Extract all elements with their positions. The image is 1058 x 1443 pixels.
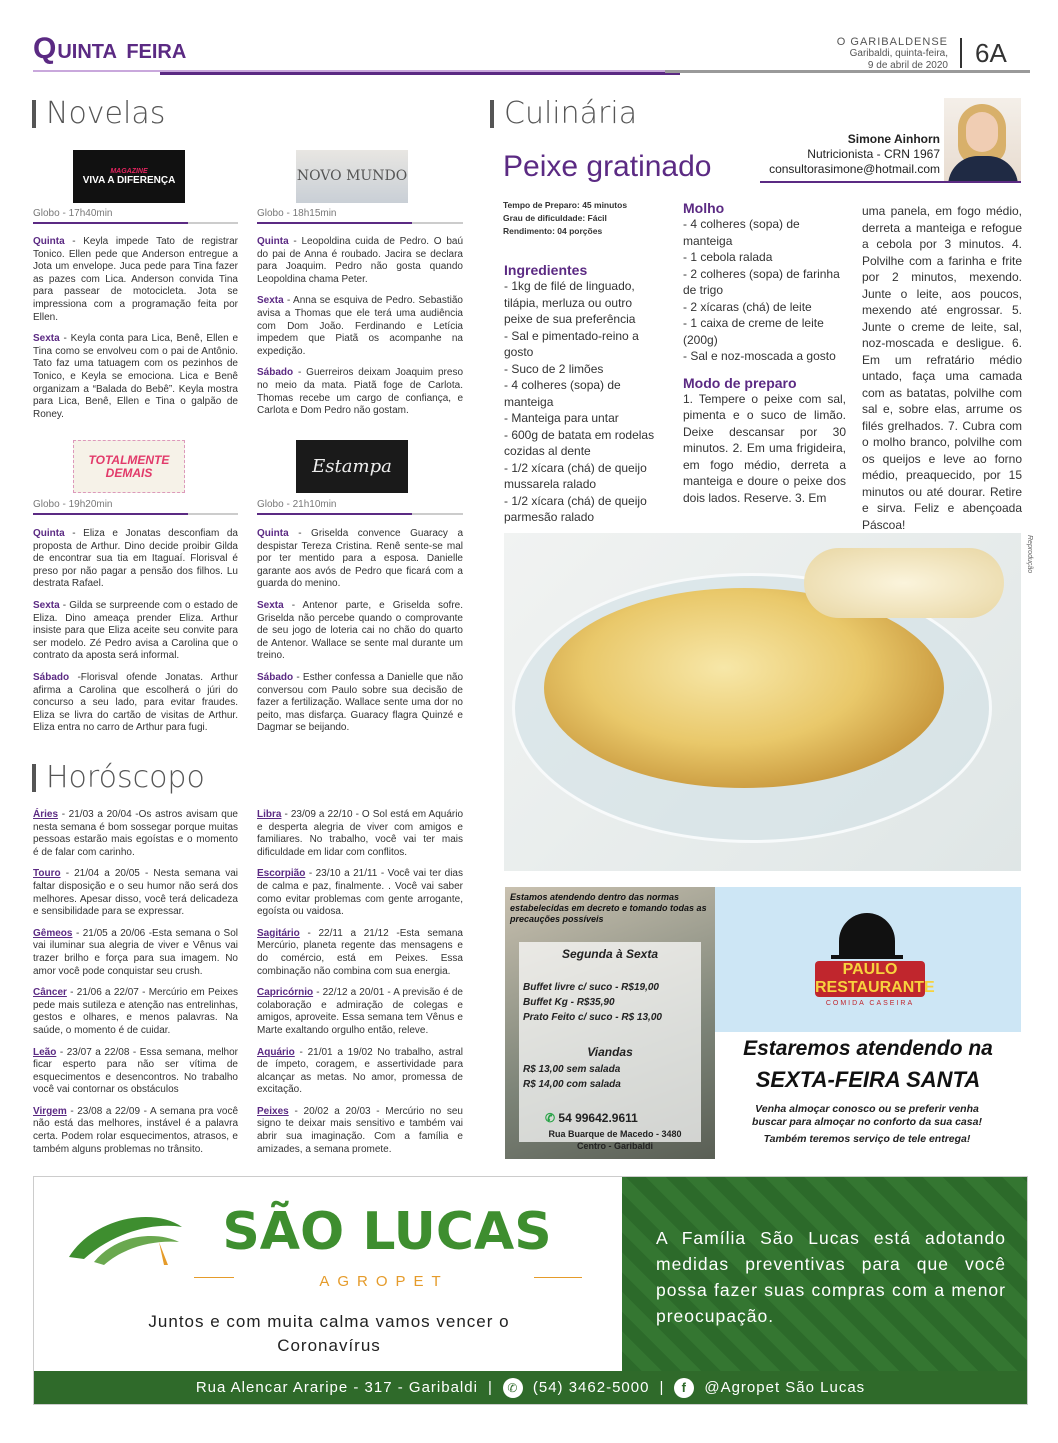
restaurant-sub-line1: Venha almoçar conosco ou se preferir venha <box>755 1103 979 1115</box>
saolucas-message: A Família São Lucas está adotando medidas preventivas para que você possa fazer suas compras com a menor preocupação. <box>656 1228 1006 1326</box>
saolucas-brand: SÃO LUCAS <box>222 1202 552 1262</box>
leaf-icon <box>64 1207 184 1267</box>
novela-logo-text: NOVO MUNDO <box>296 168 408 184</box>
horoscopo-title: Horóscopo <box>46 760 205 795</box>
novela-day: Sexta <box>257 599 284 611</box>
novela-summary: - Griselda convence Guaracy a despistar Tereza Cristina. Renê sente-se mal por ter mentido para a esposa. Danielle garante aos avós de Pedro que ficará com a guarda do menino. <box>257 528 464 590</box>
restaurant-brand-sub: COMIDA CASEIRA <box>825 1000 915 1007</box>
vianda-item: R$ 14,00 com salada <box>523 1079 621 1090</box>
ingredient-item: - Manteiga para untar <box>504 411 619 425</box>
horoscope-entry <box>257 987 463 1037</box>
saolucas-phone: (54) 3462-5000 <box>532 1379 650 1396</box>
cloche-base <box>831 955 903 959</box>
novela-summary: - Keyla impede Tato de registrar Tonico. Ellen pede que Anderson entregue a Jota um envelope. Juca pede para Tina fazer as pazes com Lica. Anderson convida Tina para passear de motocicleta. Jota se impressiona com a programação feita por Ellen. <box>33 236 238 323</box>
restaurant-logo <box>815 961 935 997</box>
novela-rule-accent <box>33 222 188 224</box>
novela-logo-text: TOTALMENTE DEMAIS <box>88 452 170 480</box>
novela-paragraph <box>257 672 463 735</box>
zodiac-sign: Leão <box>33 1046 57 1058</box>
restaurant-headline-2: SEXTA-FEIRA SANTA <box>755 1067 981 1092</box>
novela-summary: -Florisval ofende Jonatas. Arthur afirma a Carolina que escolherá o júri do concurso a seu lado, para evitar fraudes. Eliza se livra do cartão de visitas de Arthur. Eliza entra no carro de Arthur para fugi. <box>33 671 238 734</box>
horoscope-text: - 21/03 a 20/04 -Os astros avisam que nesta semana é bom sossegar porque muitas pessoas estarão mais egoístas e o momento é de falar com carinho. <box>33 809 238 858</box>
zodiac-sign: Aquário <box>257 1046 295 1058</box>
recipe-difficulty: Grau de dificuldade: Fácil <box>503 213 607 223</box>
zodiac-sign: Touro <box>33 868 61 880</box>
ingredient-item: - 600g de batata em rodelas cozidas al dente <box>504 427 655 458</box>
zodiac-sign: Virgem <box>33 1105 67 1117</box>
horoscope-text: - 20/02 a 20/03 - Mercúrio no seu signo te deixar mais sensitivo e também vai abrir sua imaginação. Com a família e amizades, a semana promete. <box>257 1105 463 1155</box>
photo-credit: Reprodução <box>1026 535 1033 574</box>
sauce-item: - 4 colheres (sopa) de manteiga <box>683 217 800 248</box>
novela-rule-accent <box>257 222 412 224</box>
author-photo <box>944 98 1021 182</box>
horoscope-entry <box>257 1047 463 1097</box>
horoscope-text: - 23/10 a 21/11 - Você vai ter dias de calma e paz, finalmente. . Você vai saber como evitar problemas com gente arrogante, egoísta ou vaidosa. <box>257 868 463 918</box>
sauce-title: Molho <box>683 200 725 216</box>
horoscope-entry <box>33 809 238 859</box>
restaurant-ad <box>505 887 1021 1159</box>
novela-logo-top: MAGAZINE <box>110 167 148 175</box>
ingredients-block <box>504 262 664 526</box>
author-body <box>948 156 1018 182</box>
saolucas-address: Rua Alencar Araripe - 317 - Garibaldi <box>195 1379 478 1396</box>
restaurant-sub-line3: Também teremos serviço de tele entrega! <box>763 1133 971 1145</box>
recipe-yield: Rendimento: 04 porções <box>503 226 603 236</box>
sauce-item: - 1 cebola ralada <box>683 250 773 264</box>
horoscope-entry <box>33 987 238 1037</box>
novela-rule-accent <box>33 513 188 515</box>
novela-summary: - Antenor parte, e Griselda sofre. Griselda não percebe quando o comprovante de seu jogo de loteria cai no chão do quarto de Antenor. Wallace se sente mal durante um treino. <box>257 599 464 662</box>
method-title: Modo de preparo <box>683 374 797 391</box>
zodiac-sign: Gêmeos <box>33 927 73 939</box>
paper-date-line1: Garibaldi, quinta-feira, <box>849 48 948 59</box>
saolucas-slogan <box>74 1310 584 1358</box>
novela-logo-estampa <box>296 440 408 493</box>
zodiac-sign: Áries <box>33 809 59 820</box>
horoscope-text: - 21/01 a 19/02 No trabalho, astral de ímpeto, coragem, e assertividade para alcançar as metas. No amor, promessa de excitação. <box>257 1046 463 1096</box>
horoscope-text: - 23/07 a 22/08 - Essa semana, melhor ficar esperto para não ser vítima de esquecimentos e desencontros. No trabalho você vai contornar os obstáculos <box>33 1046 238 1096</box>
novela-summary: - Guerreiros deixam Joaquim preso no meio da mata. Piatã foge de Carlota. Thomas recebe um cargo de confiança, e Carlota e Dom Pedro não gostam. <box>257 367 464 417</box>
novela-summary: - Esther confessa a Danielle que não conversou com Paulo sobre sua decisão de fazer a fertilização. Wallace sente uma dor no peito, mas disfarça. Guaracy flagra Quinzé e Dagmar se beijando. <box>257 671 464 734</box>
author-email: consultorasimone@hotmail.com <box>769 162 940 176</box>
whatsapp-icon: ✆ <box>545 1111 556 1125</box>
novela-logo-totalmente-demais <box>73 440 185 493</box>
viandas-title: Viandas <box>587 1045 633 1059</box>
culinaria-title: Culinária <box>504 96 638 131</box>
restaurant-prices <box>523 980 662 1025</box>
restaurant-phone <box>545 1111 638 1125</box>
saolucas-brand-sub: AGROPET <box>234 1273 534 1290</box>
novela-text <box>33 528 238 744</box>
ingredient-item: - 1/2 xícara (chá) de queijo parmesão ralado <box>504 493 647 524</box>
ingredients-title: Ingredientes <box>504 262 588 278</box>
horoscope-entry <box>33 868 238 918</box>
novela-summary: - Keyla conta para Lica, Benê, Ellen e Tina como se envolveu com o pai de Antônio. Tato faz uma tatuagem com os pezinhos de Tonico, e Keyla se emociona. Lica e Benê organizam a “Balada do Bebê”. Keyla mostra para Lica, Benê, Ellen e Tina o galpão de Roney. <box>33 333 239 420</box>
zodiac-sign: Libra <box>257 809 282 820</box>
author-box <box>769 132 940 177</box>
horoscope-entry <box>257 1106 463 1156</box>
author-role: Nutricionista - CRN 1967 <box>807 147 940 161</box>
novela-summary: - Gilda se surpreende com o estado de Eliza. Dino ameaça prender Eliza. Arthur insiste para que Eliza aceite seu convite para ser modelo. Zé Pedro avisa a Carolina que o contrato da aposta será informal. <box>33 599 238 662</box>
facebook-icon: f <box>674 1378 694 1398</box>
restaurant-address-line2: Centro - Garibaldi <box>576 1141 653 1151</box>
viandas-list <box>523 1062 621 1092</box>
novela-summary: - Anna se esquiva de Pedro. Sebastião avisa a Thomas que ele terá uma audiência com Dom João. Ferdinando e Letícia impedem que Piatã os acompanhe na expedição. <box>257 295 463 357</box>
novela-logo-viva <box>73 150 185 203</box>
price-item: Buffet livre c/ suco - R$19,00 <box>523 982 659 993</box>
novela-paragraph <box>33 236 238 324</box>
horoscope-entry <box>33 1047 238 1097</box>
novela-day: Quinta <box>257 236 289 247</box>
saolucas-social: @Agropet São Lucas <box>704 1379 866 1396</box>
sauce-item: - 2 colheres (sopa) de farinha de trigo <box>683 266 840 297</box>
novela-day: Sábado <box>257 671 294 683</box>
serving-spoon <box>804 548 1004 618</box>
novela-text <box>257 236 463 427</box>
horoscope-entry <box>257 868 463 918</box>
ingredient-item: - Suco de 2 limões <box>504 361 604 376</box>
recipe-time: Tempo de Preparo: 45 minutos <box>503 200 628 210</box>
zodiac-sign: Escorpião <box>257 868 306 880</box>
horoscope-text: - 23/09 a 22/10 - O Sol está em Aquário e desperta alegria de viver com amigos e familiares. No trabalho, você vai ter mais dificuldade em lidar com conflitos. <box>257 809 464 858</box>
novela-day: Quinta <box>257 528 289 539</box>
author-rule <box>760 181 1021 183</box>
novela-day: Quinta <box>33 528 65 539</box>
novela-day: Sexta <box>33 599 60 611</box>
novela-paragraph <box>257 295 463 358</box>
horoscope-text: - 21/06 a 22/07 - Mercúrio em Peixes pede mais sutileza e atenção nas entrelinhas, gestos e olhares, e menos palavras. Na saúde, o momento é de cuidar. <box>33 987 239 1036</box>
novela-paragraph <box>33 672 238 735</box>
novela-paragraph <box>257 528 463 591</box>
horoscope-text: - 21/04 a 20/05 - Nesta semana vai faltar disposição e o seu humor não será dos melhores. Apesar disso, você terá delicadeza e sensibilidade para se expressar. <box>33 868 239 918</box>
novela-day: Sábado <box>33 671 70 683</box>
saolucas-ad <box>33 1176 1028 1405</box>
sauce-list <box>683 216 846 365</box>
horoscopo-left-column <box>33 809 238 1165</box>
novela-logo-text: Estampa <box>312 456 392 477</box>
restaurant-brand-line1: PAULO <box>842 961 898 978</box>
horoscope-entry <box>33 928 238 978</box>
paper-date-line2: 9 de abril de 2020 <box>867 60 948 71</box>
novela-text <box>257 528 463 744</box>
author-face <box>966 112 998 152</box>
sauce-item: - Sal e noz-moscada a gosto <box>683 349 836 363</box>
restaurant-subtext <box>717 1103 1017 1146</box>
vianda-item: R$ 13,00 sem salada <box>523 1064 621 1075</box>
ingredients-list <box>504 278 664 526</box>
novela-day: Quinta <box>33 236 65 247</box>
novela-paragraph <box>257 367 463 417</box>
novela-paragraph <box>257 236 463 286</box>
novelas-title: Novelas <box>46 96 166 131</box>
novela-summary: - Eliza e Jonatas desconfiam da proposta de Arthur. Dino decide proibir Gilda de encontrar sua tia em Itaguaí. Florisval é preso por não pagar a pensão dos filhos. Lu destrata Rafael. <box>33 528 238 590</box>
section-title-rest: UINTA <box>57 41 117 63</box>
author-name: Simone Ainhorn <box>847 132 940 146</box>
novela-paragraph <box>33 600 238 663</box>
sauce-item: - 2 xícaras (chá) de leite <box>683 299 812 314</box>
novela-rule-accent <box>257 513 412 515</box>
novela-day: Sexta <box>257 295 284 307</box>
restaurant-notice: Estamos atendendo dentro das normas estabelecidas em decreto e tomando todas as precauções possíveis <box>510 892 707 924</box>
price-item: Prato Feito c/ suco - R$ 13,00 <box>523 1012 662 1023</box>
restaurant-ad-sky <box>715 887 1021 1032</box>
novela-logo-novo-mundo <box>296 150 408 203</box>
novela-logo-text: VIVA A DIFERENÇA <box>82 174 176 186</box>
novela-time: Globo - 19h20min <box>33 499 113 510</box>
header-rule-accent <box>160 72 680 75</box>
ingredient-item: - 4 colheres (sopa) de manteiga <box>504 378 621 409</box>
paper-name: O GARIBALDENSE <box>836 36 948 48</box>
novela-text <box>33 236 238 430</box>
horoscopo-right-column <box>257 809 463 1165</box>
zodiac-sign: Peixes <box>257 1105 289 1117</box>
footer-divider: | <box>487 1379 493 1396</box>
novela-day: Sexta <box>33 333 60 345</box>
saolucas-slogan-line2: Coronavírus <box>277 1336 381 1355</box>
sauce-item: - 1 caixa de creme de leite (200g) <box>683 316 824 347</box>
gratin <box>544 588 944 788</box>
ingredient-item: - 1/2 xícara (chá) de queijo mussarela ralado <box>504 460 647 491</box>
novela-paragraph <box>33 528 238 591</box>
recipe-photo <box>504 533 1021 871</box>
novela-summary: - Leopoldina cuida de Pedro. O baú do pai de Anna é roubado. Jacira se declara para Joaquim. Pedro não gosta quando Leopoldina chama Peter. <box>257 236 464 285</box>
restaurant-phone-number: 54 99642.9611 <box>558 1111 638 1125</box>
restaurant-address <box>525 1128 705 1152</box>
zodiac-sign: Capricórnio <box>257 987 314 999</box>
phone-icon: ✆ <box>503 1378 523 1398</box>
horoscope-text: - 22/11 a 21/12 -Esta semana Mercúrio, planeta regente das mensagens e do comércio, está em Peixes. Essa combinação não combina com sua energia. <box>257 927 463 977</box>
zodiac-sign: Câncer <box>33 987 67 999</box>
horoscope-text: - 23/08 a 22/09 - A semana pra você não está das melhores, instável é a palavra certa. Podem rolar esquecimentos, atrasos, e também alguns problemas no trânsito. <box>33 1105 239 1155</box>
restaurant-address-line1: Rua Buarque de Macedo - 3480 <box>548 1129 682 1139</box>
saolucas-slogan-line1: Juntos e com muita calma vamos vencer o <box>148 1312 510 1331</box>
restaurant-days: Segunda à Sexta <box>561 947 659 961</box>
footer-divider: | <box>659 1379 665 1396</box>
page-number: 6A <box>975 38 1007 68</box>
paper-info <box>837 36 948 72</box>
restaurant-headline-1: Estaremos atendendo na <box>743 1037 993 1060</box>
restaurant-brand-line2: RESTAURANTE <box>815 979 935 996</box>
price-item: Buffet Kg - R$35,90 <box>523 997 615 1008</box>
novela-time: Globo - 17h40min <box>33 208 113 219</box>
section-title <box>33 32 186 66</box>
section-title-feira: FEIRA <box>126 41 187 63</box>
page-number-divider <box>960 38 962 68</box>
method-text-part2: uma panela, em fogo médio, derreta a manteiga e refogue a cebola por 3 minutos. 4. Polvilhe com a farinha e frite por 2 minutos, mexendo. Junte o leite, aos poucos, mexendo até engrossar. 5. Junte o creme de leite, sal, noz-moscada e desligue. 6. Em um refratário médio untado, faça uma camada com as batatas, polvilhe com sal e, sobre elas, arrume os filés grelhados. 7. Cubra com o molho branco, polvilhe com os queijos e leve ao forno médio, preaquecido, por 15 minutos ou até dourar. Retire e sirva. Feliz e abençoada Páscoa! <box>862 204 1022 532</box>
horoscope-text: - 21/05 a 20/06 -Esta semana o Sol vai iluminar sua alegria de viver e Vênus vai trazer brilho e força para sua imagem. No amor você pode conquistar seu crush. <box>33 927 239 977</box>
novela-time: Globo - 18h15min <box>257 208 337 219</box>
horoscope-entry <box>33 1106 238 1156</box>
novela-time: Globo - 21h10min <box>257 499 337 510</box>
novela-day: Sábado <box>257 367 294 379</box>
section-title-initial: Q <box>33 32 58 65</box>
ingredient-item: - 1kg de filé de linguado, tilápia, merluza ou outro peixe de sua preferência <box>504 279 636 326</box>
recipe-title: Peixe gratinado <box>503 150 712 183</box>
horoscope-entry <box>257 928 463 978</box>
novela-paragraph <box>257 600 463 663</box>
method-text-part1: 1. Tempere o peixe com sal, pimenta e o suco de limão. Deixe descansar por 30 minutos. 2. Em uma frigideira, em fogo médio, derreta a manteiga e doure o peixe dos dois lados. Reserve. 3. Em <box>683 391 846 505</box>
saolucas-footer <box>34 1371 1027 1404</box>
sauce-block <box>683 200 846 506</box>
horoscope-entry <box>257 809 463 859</box>
recipe-meta <box>503 199 627 238</box>
ingredient-item: - Sal e pimentado-reino a gosto <box>504 328 639 359</box>
novela-paragraph <box>33 333 238 421</box>
restaurant-sub-line2: buscar para almoçar no conforto da sua casa! <box>752 1116 982 1128</box>
zodiac-sign: Sagitário <box>257 927 300 939</box>
horoscope-text: - 22/12 a 20/01 - A previsão é de colaboração e admiração de colegas e amigos, aproveite. Essa semana tem Vênus e Marte exaltando orgulho então, releve. <box>257 987 463 1036</box>
